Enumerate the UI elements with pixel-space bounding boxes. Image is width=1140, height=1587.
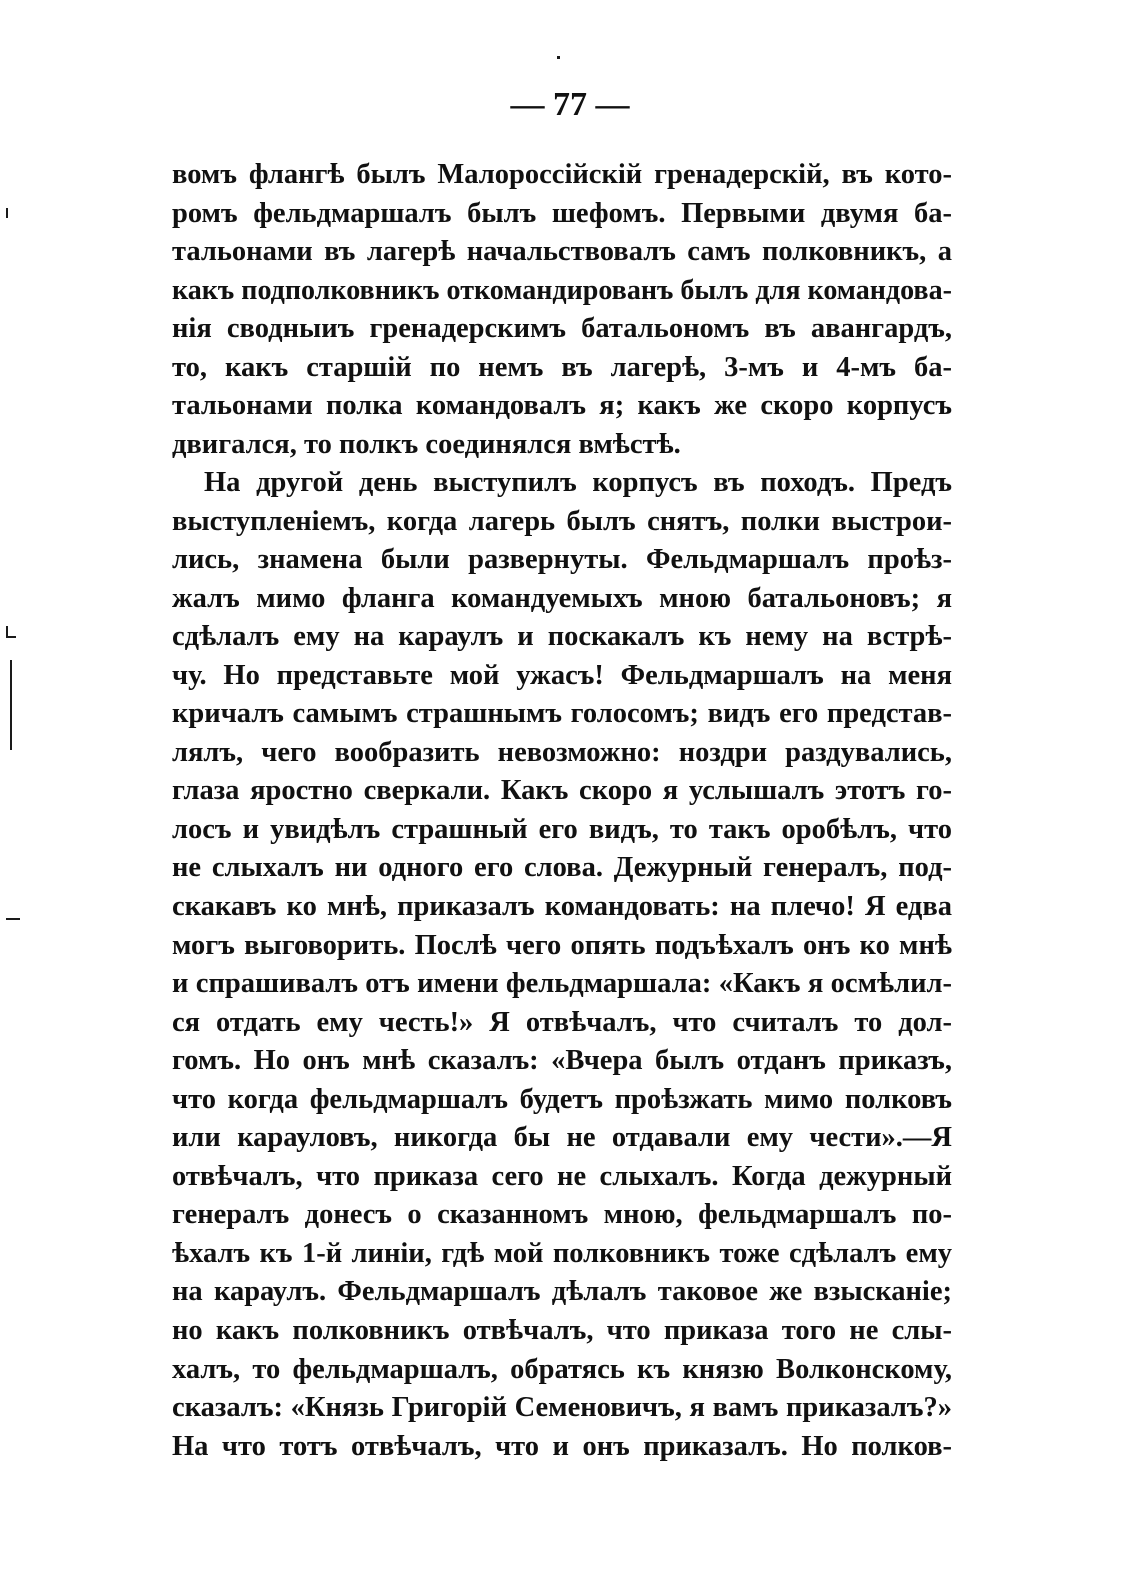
text-line: ся отдать ему честь!» Я отвѣчалъ, что считалъ то дол- bbox=[172, 1006, 952, 1038]
text-line: гомъ. Но онъ мнѣ сказалъ: «Вчера былъ отданъ приказъ, bbox=[172, 1045, 952, 1077]
text-line: кричалъ самымъ страшнымъ голосомъ; видъ его представ- bbox=[172, 698, 952, 730]
text-line: не слыхалъ ни одного его слова. Дежурный генералъ, под- bbox=[172, 852, 952, 884]
text-line: и спрашивалъ отъ имени фельдмаршала: «Какъ я осмѣлил- bbox=[172, 968, 952, 1000]
text-line: или карауловъ, никогда бы не отдавали ему чести».—Я bbox=[172, 1122, 952, 1154]
text-line: халъ, то фельдмаршалъ, обратясь къ князю Волконскому, bbox=[172, 1353, 952, 1385]
paragraph-2 bbox=[172, 464, 952, 1466]
text-line: то, какъ старшій по немъ въ лагерѣ, 3-мъ и 4-мъ ба- bbox=[172, 351, 952, 383]
text-line: двигался, то полкъ соединялся вмѣстѣ. bbox=[172, 428, 681, 460]
margin-mark bbox=[6, 208, 8, 218]
margin-mark bbox=[10, 660, 12, 750]
paragraph-1 bbox=[172, 156, 952, 464]
text-line: тальонами въ лагерѣ начальствовалъ самъ полковникъ, а bbox=[172, 236, 952, 268]
text-line: ѣхалъ къ 1-й линіи, гдѣ мой полковникъ тоже сдѣлалъ ему bbox=[172, 1237, 952, 1269]
margin-mark bbox=[6, 636, 16, 638]
page-number: — 77 — bbox=[510, 86, 630, 123]
text-line: вомъ флангѣ былъ Малороссійскій гренадерскій, въ кото- bbox=[172, 159, 952, 190]
text-line: глаза яростно сверкали. Какъ скоро я услышалъ этотъ го- bbox=[172, 775, 952, 807]
text-line: на караулъ. Фельдмаршалъ дѣлалъ таковое же взысканіе; bbox=[172, 1276, 952, 1308]
text-line: жалъ мимо фланга командуемыхъ мною батальоновъ; я bbox=[172, 582, 952, 614]
text-line: скакавъ ко мнѣ, приказалъ командовать: на плечо! Я едва bbox=[172, 891, 952, 923]
text-line: что когда фельдмаршалъ будетъ проѣзжать мимо полковъ bbox=[172, 1083, 952, 1115]
text-line: какъ подполковникъ откомандированъ былъ для командова- bbox=[172, 274, 952, 306]
text-line: На что тотъ отвѣчалъ, что и онъ приказалъ. Но полков- bbox=[172, 1430, 952, 1462]
text-line: сдѣлалъ ему на караулъ и поскакалъ къ нему на встрѣ- bbox=[172, 621, 952, 653]
text-line: выступленіемъ, когда лагерь былъ снятъ, полки выстрои- bbox=[172, 505, 952, 537]
text-line: отвѣчалъ, что приказа сего не слыхалъ. Когда дежурный bbox=[172, 1160, 952, 1192]
text-line: могъ выговорить. Послѣ чего опять подъѣхалъ онъ ко мнѣ bbox=[172, 929, 952, 961]
text-line: лялъ, чего вообразить невозможно: ноздри раздувались, bbox=[172, 736, 952, 768]
text-line: нія сводныиъ гренадерскимъ батальономъ въ авангардъ, bbox=[172, 313, 952, 345]
text-line: генералъ донесъ о сказанномъ мною, фельдмаршалъ по- bbox=[172, 1199, 952, 1231]
margin-mark bbox=[6, 918, 20, 920]
text-line: На другой день выступилъ корпусъ въ походъ. Предъ bbox=[204, 467, 952, 498]
text-line: тальонами полка командовалъ я; какъ же скоро корпусъ bbox=[172, 390, 952, 422]
text-line: чу. Но представьте мой ужасъ! Фельдмаршалъ на меня bbox=[172, 659, 952, 691]
scan-speck bbox=[557, 56, 560, 59]
text-line: ромъ фельдмаршалъ былъ шефомъ. Первыми двумя ба- bbox=[172, 197, 952, 229]
text-line: сказалъ: «Князь Григорій Семеновичъ, я вамъ приказалъ?» bbox=[172, 1392, 952, 1424]
text-line: но какъ полковникъ отвѣчалъ, что приказа того не слы- bbox=[172, 1315, 952, 1347]
text-line: лись, знамена были развернуты. Фельдмаршалъ проѣз- bbox=[172, 544, 952, 576]
text-line: лосъ и увидѣлъ страшный его видъ, то такъ оробѣлъ, что bbox=[172, 813, 952, 845]
